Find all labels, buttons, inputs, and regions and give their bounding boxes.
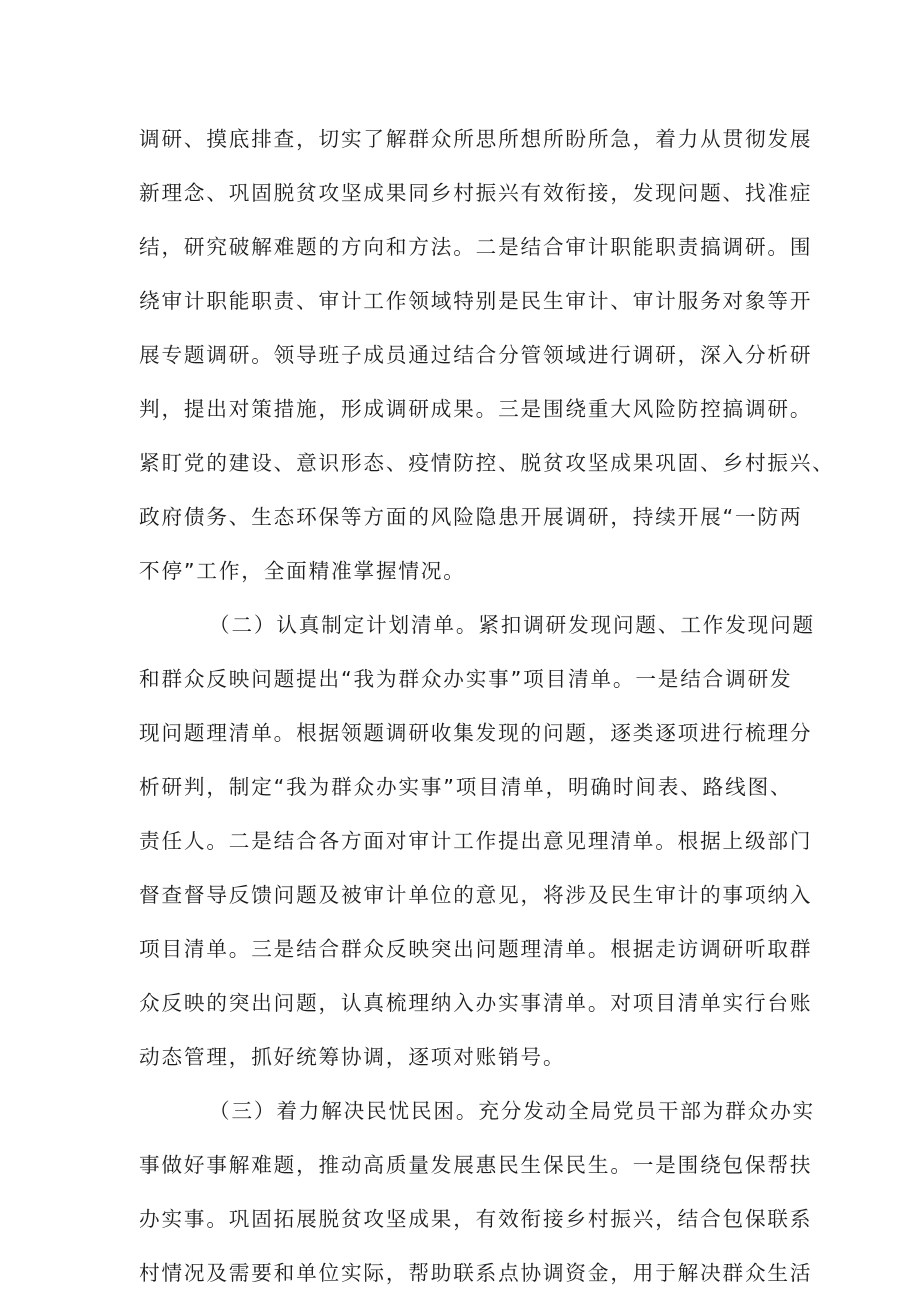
paragraph-line: 现问题理清单。根据领题调研收集发现的问题，逐类逐项进行梳理分 — [139, 721, 813, 745]
paragraph-line: 督查督导反馈问题及被审计单位的意见，将涉及民生审计的事项纳入 — [139, 883, 813, 907]
paragraph-line: 动态管理，抓好统筹协调，逐项对账销号。 — [139, 1045, 566, 1069]
paragraph-line: 责任人。二是结合各方面对审计工作提出意见理清单。根据上级部门 — [139, 829, 813, 853]
document-body — [139, 112, 835, 1300]
paragraph-heading-line: （二）认真制定计划清单。紧扣调研发现问题、工作发现问题 — [209, 613, 815, 637]
paragraph-line: 析研判，制定“我为群众办实事”项目清单，明确时间表、路线图、 — [139, 775, 793, 799]
paragraph-line: 事做好事解难题，推动高质量发展惠民生保民生。一是围绕包保帮扶 — [139, 1153, 813, 1177]
paragraph-line: 众反映的突出问题，认真梳理纳入办实事清单。对项目清单实行台账 — [139, 991, 813, 1015]
paragraph-line: 村情况及需要和单位实际，帮助联系点协调资金，用于解决群众生活 — [139, 1261, 813, 1285]
paragraph-1 — [139, 112, 835, 598]
paragraph-line: 项目清单。三是结合群众反映突出问题理清单。根据走访调研听取群 — [139, 937, 813, 961]
paragraph-line: 紧盯党的建设、意识形态、疫情防控、脱贫攻坚成果巩固、乡村振兴、 — [139, 451, 835, 475]
paragraph-line: 调研、摸底排查，切实了解群众所思所想所盼所急，着力从贯彻发展 — [139, 127, 813, 151]
paragraph-line: 绕审计职能职责、审计工作领域特别是民生审计、审计服务对象等开 — [139, 289, 813, 313]
paragraph-line: 展专题调研。领导班子成员通过结合分管领域进行调研，深入分析研 — [139, 343, 813, 367]
paragraph-line: 和群众反映问题提出“我为群众办实事”项目清单。一是结合调研发 — [139, 667, 793, 691]
paragraph-line: 政府债务、生态环保等方面的风险隐患开展调研，持续开展“一防两 — [139, 505, 803, 529]
paragraph-line: 新理念、巩固脱贫攻坚成果同乡村振兴有效衔接，发现问题、找准症 — [139, 181, 813, 205]
paragraph-line: 结，研究破解难题的方向和方法。二是结合审计职能职责搞调研。围 — [139, 235, 813, 259]
paragraph-line: 不停”工作，全面精准掌握情况。 — [139, 559, 466, 583]
paragraph-line: 办实事。巩固拓展脱贫攻坚成果，有效衔接乡村振兴，结合包保联系 — [139, 1207, 813, 1231]
paragraph-2 — [139, 598, 815, 1084]
paragraph-3 — [139, 1084, 815, 1300]
paragraph-heading-line: （三）着力解决民忧民困。充分发动全局党员干部为群众办实 — [209, 1099, 815, 1123]
paragraph-line: 判，提出对策措施，形成调研成果。三是围绕重大风险防控搞调研。 — [139, 397, 813, 421]
